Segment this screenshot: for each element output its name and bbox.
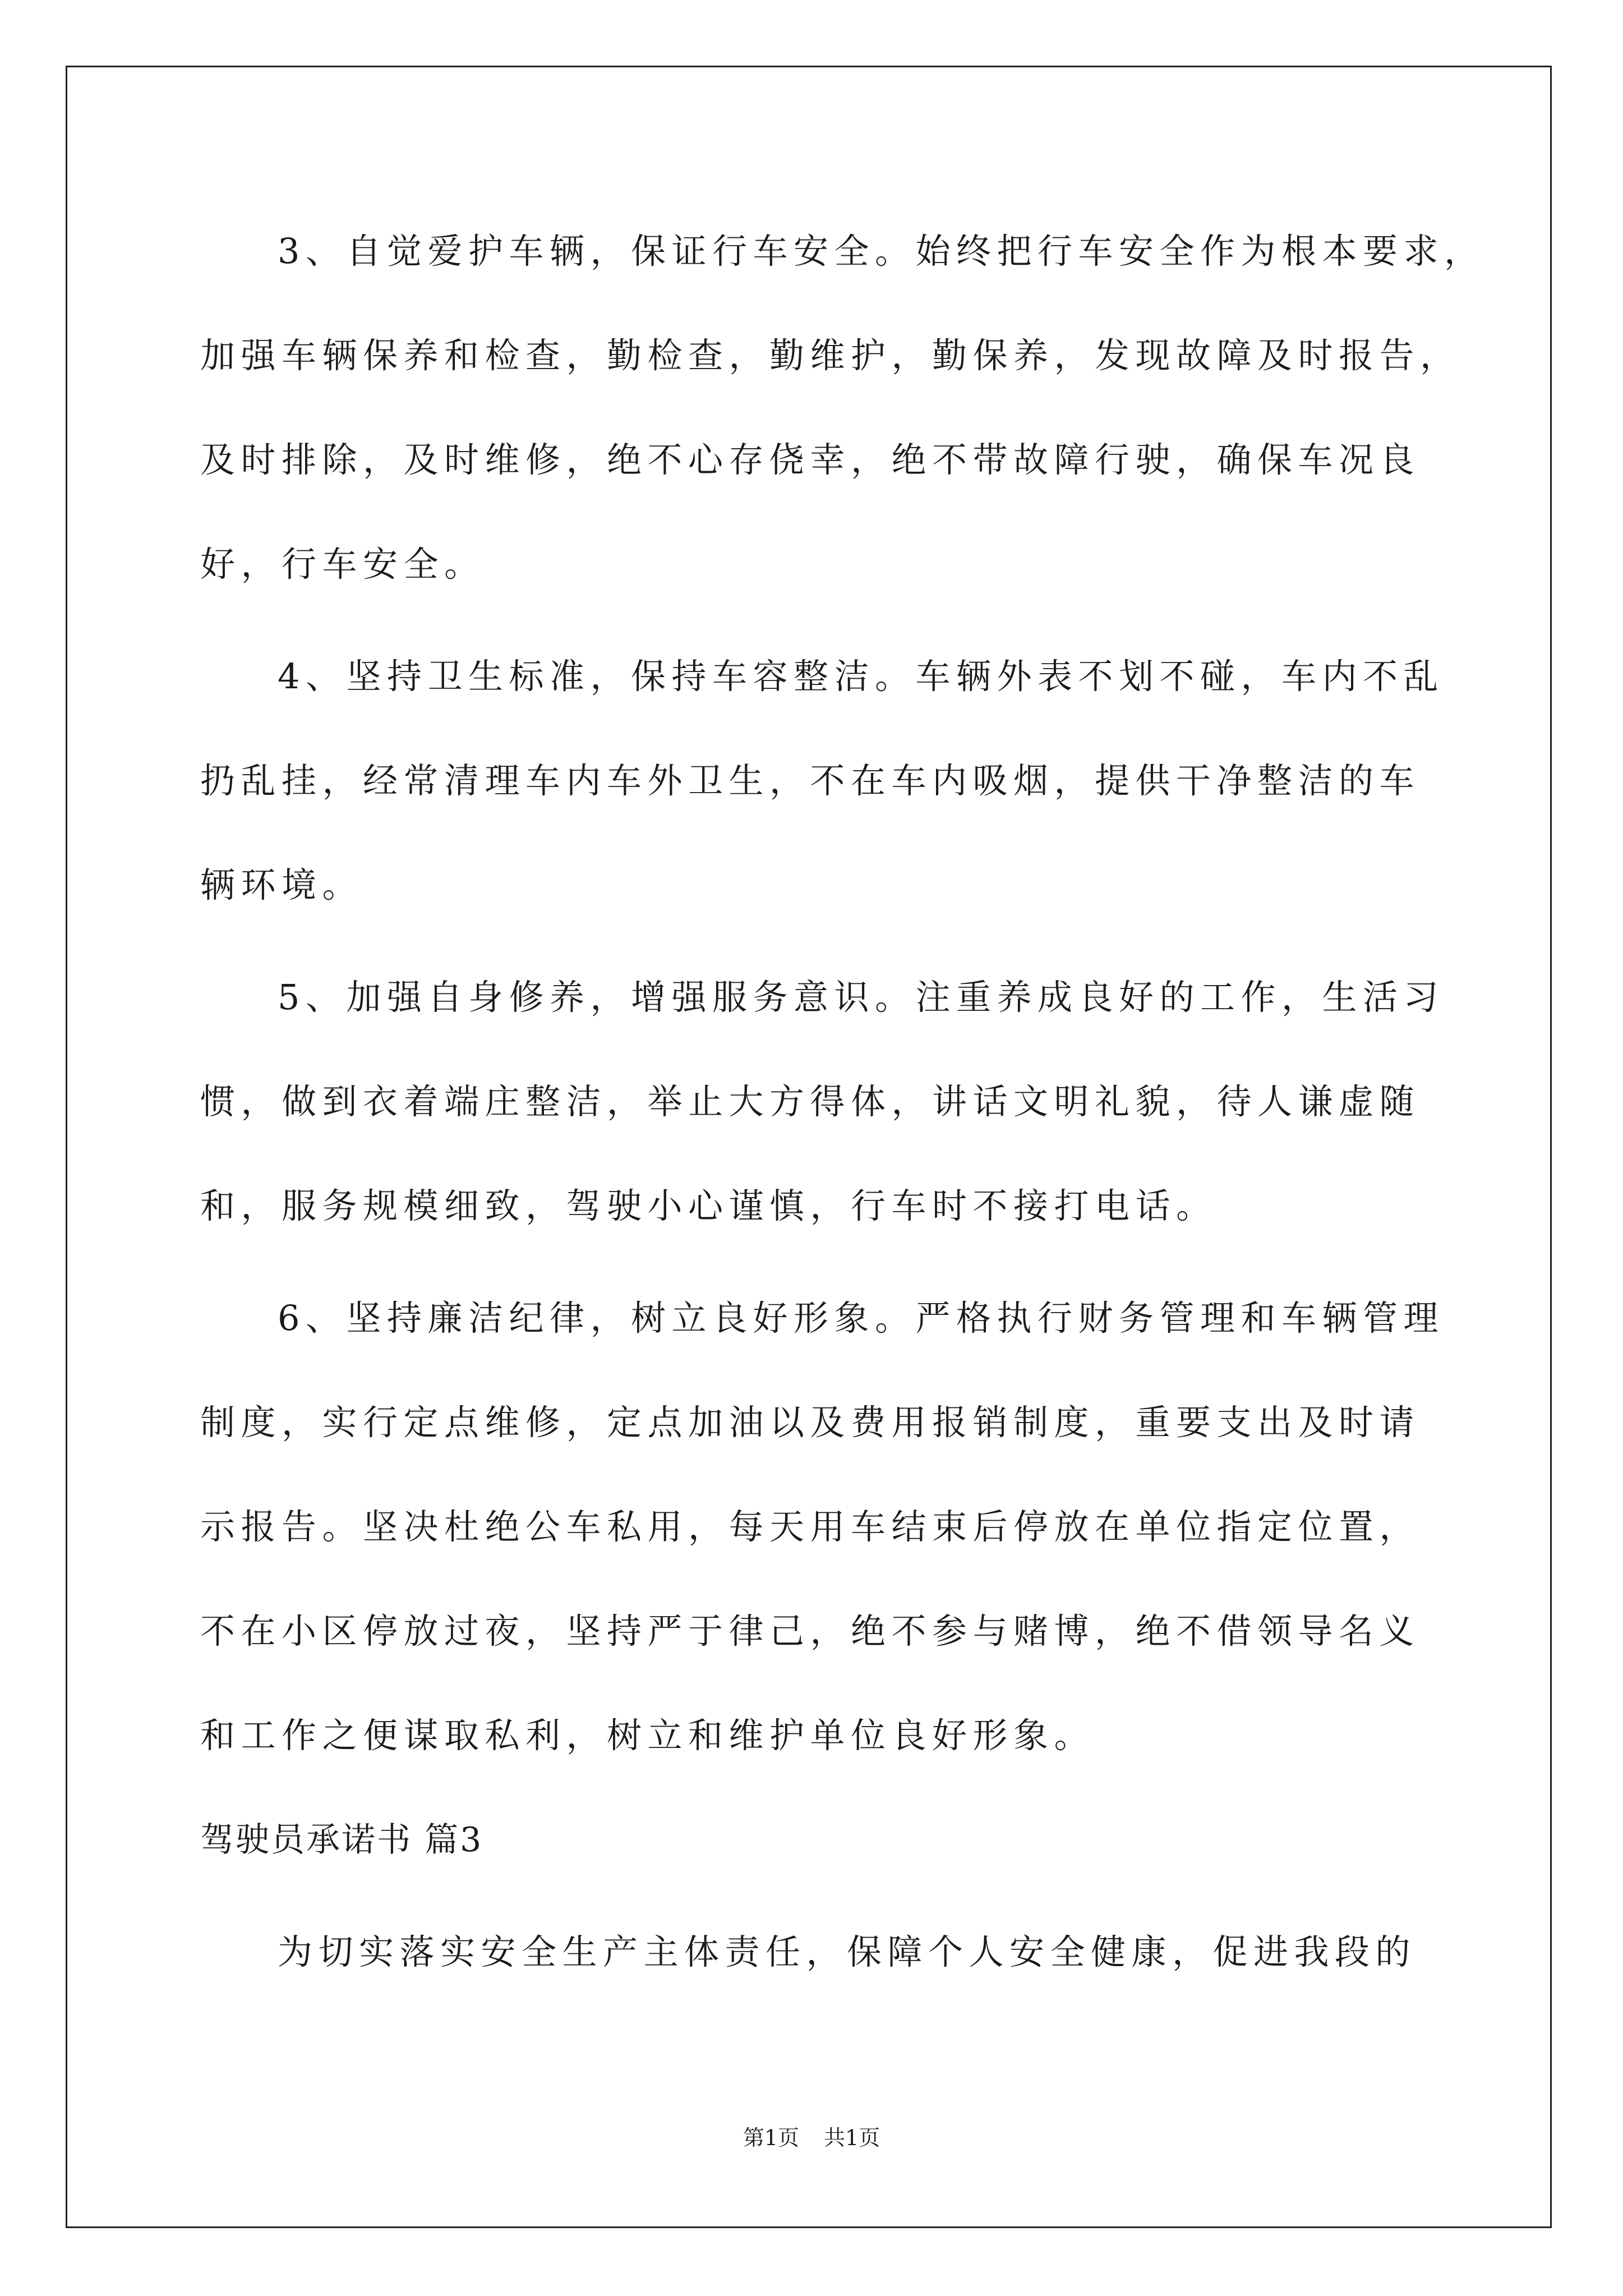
- paragraph-item-6: [200, 1266, 1484, 1788]
- text-line: 6、坚持廉洁纪律，树立良好形象。严格执行财务管理和车辆管理: [278, 1297, 1444, 1338]
- text-line: 和工作之便谋取私利，树立和维护单位良好形象。: [200, 1715, 1095, 1756]
- text-line: 3、自觉爱护车辆，保证行车安全。始终把行车安全作为根本要求，: [278, 231, 1485, 272]
- text-line: 为切实落实安全生产主体责任，保障个人安全健康，促进我段的: [278, 1931, 1417, 1972]
- text-line: 及时排除，及时维修，绝不心存侥幸，绝不带故障行驶，确保车况良: [200, 439, 1421, 480]
- page-total: 共1页: [824, 2125, 880, 2150]
- text-line: 和，服务规模细致，驾驶小心谨慎，行车时不接打电话。: [200, 1185, 1217, 1226]
- text-line: 5、加强自身修养，增强服务意识。注重养成良好的工作，生活习: [278, 977, 1444, 1018]
- text-line: 惯，做到衣着端庄整洁，举止大方得体，讲话文明礼貌，待人谦虚随: [200, 1081, 1421, 1122]
- text-line: 4、坚持卫生标准，保持车容整洁。车辆外表不划不碰，车内不乱: [278, 656, 1444, 697]
- text-line: 不在小区停放过夜，坚持严于律己，绝不参与赌博，绝不借领导名义: [200, 1611, 1421, 1651]
- page-footer: [0, 2122, 1623, 2154]
- text-line: 扔乱挂，经常清理车内车外卫生，不在车内吸烟，提供干净整洁的车: [200, 760, 1421, 801]
- paragraph-item-5: [200, 945, 1484, 1258]
- section-heading: 驾驶员承诺书 篇3: [200, 1820, 483, 1860]
- page-number: 第1页: [743, 2125, 799, 2150]
- text-line: 加强车辆保养和检查，勤检查，勤维护，勤保养，发现故障及时报告，: [200, 335, 1461, 376]
- paragraph-intro: [200, 1900, 1484, 2004]
- text-line: 好，行车安全。: [200, 544, 485, 585]
- text-line: 制度，实行定点维修，定点加油以及费用报销制度，重要支出及时请: [200, 1402, 1421, 1443]
- paragraph-item-4: [200, 624, 1484, 937]
- text-line: 示报告。坚决杜绝公车私用，每天用车结束后停放在单位指定位置，: [200, 1506, 1421, 1547]
- paragraph-item-3: [200, 199, 1484, 616]
- document-body: [200, 199, 1484, 2004]
- text-line: 辆环境。: [200, 864, 363, 905]
